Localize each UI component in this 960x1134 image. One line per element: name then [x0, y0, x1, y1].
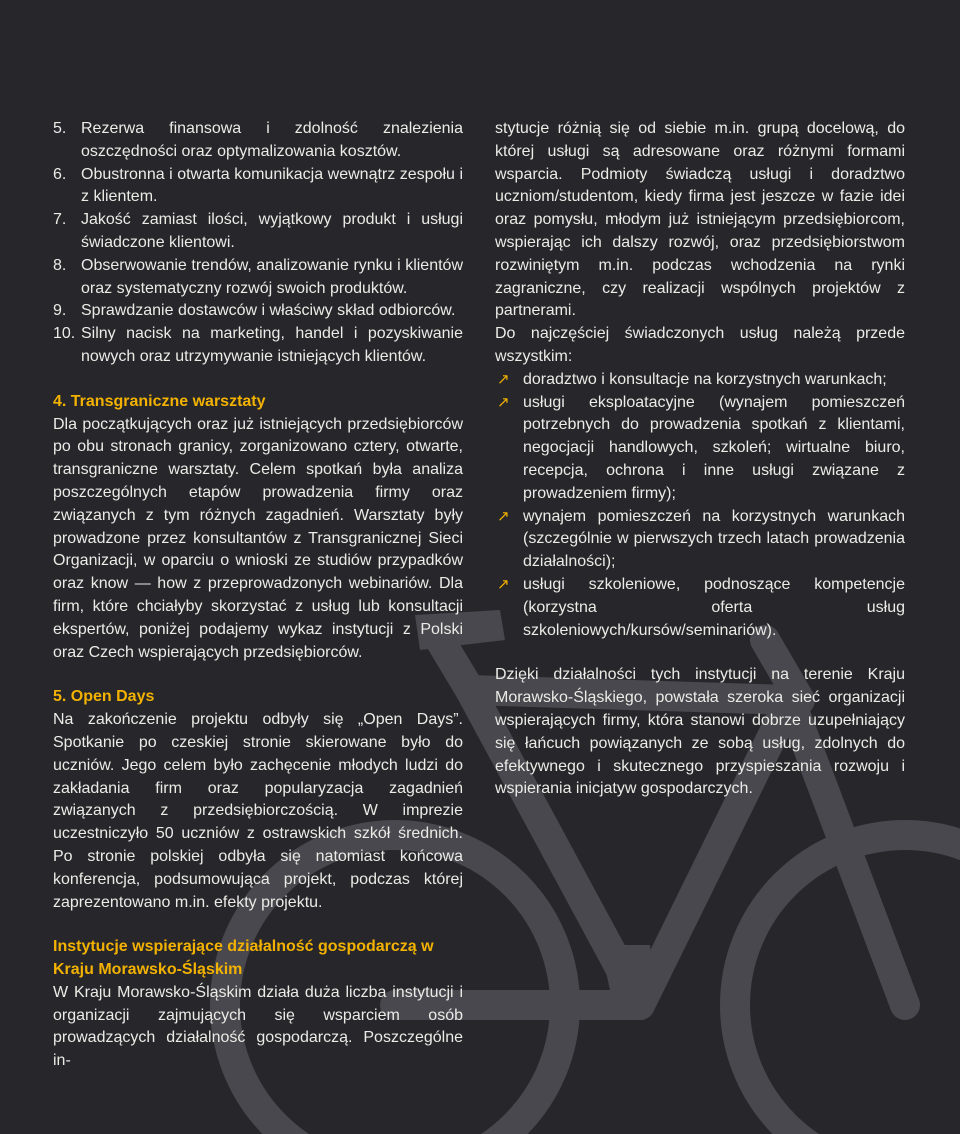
list-text: doradztwo i konsultacje na korzystnych warunkach;: [523, 370, 887, 388]
list-item: [495, 369, 905, 392]
section-open-days: [53, 686, 463, 914]
numbered-list: [53, 118, 463, 369]
list-item: [53, 255, 463, 301]
list-number: 9.: [53, 302, 67, 320]
list-text: Silny nacisk na marketing, handel i pozyskiwanie nowych oraz utrzymywanie istniejących klientów.: [81, 325, 463, 365]
list-item: [53, 118, 463, 164]
list-item: [53, 164, 463, 210]
list-number: 5.: [53, 120, 67, 137]
list-text: Sprawdzanie dostawców i właściwy skład odbiorców.: [81, 302, 456, 320]
list-text: Obustronna i otwarta komunikacja wewnątrz zespołu i z klientem.: [81, 165, 463, 206]
section-body: Dla początkujących oraz już istniejących przedsiębiorców po obu stronach granicy, zorganizowano cztery, otwarte, transgraniczne warsztaty. Celem spotkań była analiza poszczególnych etapów prowadzenia firmy oraz związanych z tym różnych zagadnień. Warsztaty były prowadzone przez konsultantów z Transgranicznej Sieci Organizacji, w oparciu o wnioski ze studiów przypadków oraz know — how z przeprowadzonych webinariów. Dla firm, które chciałyby skorzystać z usług lub konsultacji ekspertów, poniżej podajemy wykaz instytucji z Polski oraz Czech wspierających przedsiębiorców.: [53, 415, 463, 661]
list-text: wynajem pomieszczeń na korzystnych warunkach (szczególnie w pierwszych trzech latach prowadzenia działalności);: [523, 507, 905, 571]
arrow-icon: ↗: [497, 370, 510, 388]
list-text: Rezerwa finansowa i zdolność znalezienia oszczędności oraz optymalizowania kosztów.: [81, 120, 463, 160]
section-heading: 5. Open Days: [53, 688, 155, 706]
list-number: 8.: [53, 256, 67, 274]
list-number: 7.: [53, 211, 67, 229]
list-text: Obserwowanie trendów, analizowanie rynku i klientów oraz systematyczny rozwój swoich produktów.: [81, 256, 463, 297]
list-number: 10.: [53, 325, 76, 343]
section-body: Na zakończenie projektu odbyły się „Open Days”. Spotkanie po czeskiej stronie skierowane było do uczniów. Jego celem było zachęcenie młodych ludzi do zakładania firm oraz popularyzacja zagadnień związanych z przedsiębiorczością. W imprezie uczestniczyło 50 uczniów z ostrawskich szkół średnich. Po stronie polskiej odbyła się natomiast końcowa konferencja, podsumowująca projekt, podczas której zaprezentowano m.in. efekty projektu.: [53, 711, 463, 911]
arrow-icon: ↗: [497, 507, 510, 525]
right-column: [495, 118, 905, 801]
services-list: [495, 369, 905, 643]
section-heading: Instytucje wspierające działalność gospodarczą w Kraju Morawsko-Śląskim: [53, 938, 434, 979]
list-text: usługi eksploatacyjne (wynajem pomieszczeń potrzebnych do prowadzenia spotkań z klientami, negocjacji handlowych, szkoleń; wirtualne biuro, recepcja, ochrona i inne usługi związane z prowadzeniem firmy);: [523, 393, 905, 502]
list-item: [53, 323, 463, 369]
paragraph: Dzięki działalności tych instytucji na terenie Kraju Morawsko-Śląskiego, powstała szeroka sieć organizacji wspierających firmy, która stanowi dobrze uzupełniający się łańcuch powiązanych ze sobą usług, zdolnych do efektywnego i skutecznego przyspieszania rozwoju i wspierania inicjatyw gospodarczych.: [495, 666, 905, 798]
paragraph: stytucje różnią się od siebie m.in. grupą docelową, do której usługi są adresowane oraz różnymi formami wsparcia. Podmioty świadczą usługi i doradztwo uczniom/studentom, kiedy firma jest jeszcze w fazie idei oraz pomysłu, młodym już istniejącym przedsiębiorcom, wspierając ich dalszy rozwój, oraz przedsiębiorstwom rozwiniętym m.in. podczas wchodzenia na rynki zagraniczne, czy realizacji wspólnych projektów z partnerami.: [495, 120, 905, 320]
list-item: [53, 209, 463, 255]
left-column: [53, 118, 463, 1073]
arrow-icon: ↗: [497, 575, 510, 593]
list-item: [495, 392, 905, 506]
list-text: Jakość zamiast ilości, wyjątkowy produkt i usługi świadczone klientowi.: [81, 211, 463, 251]
section-workshops: [53, 391, 463, 665]
list-item: [495, 506, 905, 574]
section-body: W Kraju Morawsko-Śląskim działa duża liczba instytucji i organizacji zajmujących się wsparciem osób prowadzących działalność gospodarczą. Poszczególne in-: [53, 983, 463, 1070]
section-institutions: [53, 936, 463, 1073]
arrow-icon: ↗: [497, 393, 510, 411]
list-text: usługi szkoleniowe, podnoszące kompetencje (korzystna oferta usług szkoleniowych/kursów/seminariów).: [523, 575, 905, 639]
paragraph: Do najczęściej świadczonych usług należą przede wszystkim:: [495, 325, 905, 365]
section-heading: 4. Transgraniczne warsztaty: [53, 392, 266, 410]
list-item: [495, 574, 905, 642]
list-number: 6.: [53, 165, 67, 183]
list-item: [53, 300, 463, 323]
